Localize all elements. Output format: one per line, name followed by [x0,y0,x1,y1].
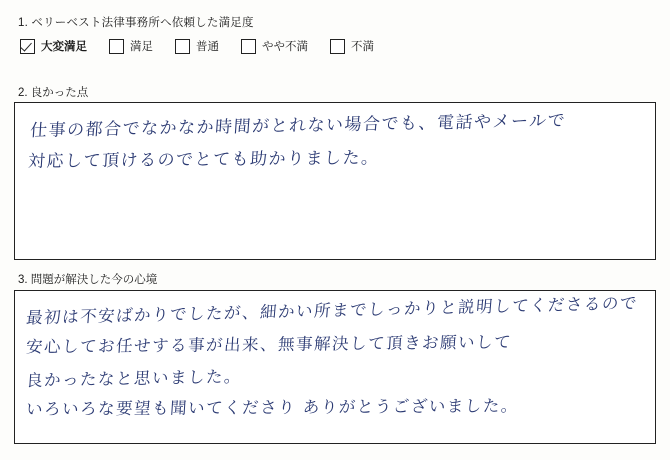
checkbox-icon[interactable] [241,39,256,54]
question-3-title: 3. 問題が解決した今の心境 [18,274,158,286]
checkbox-icon[interactable] [175,39,190,54]
choice-dissatisfied[interactable] [330,38,374,54]
question-1-title: 1. ベリーベスト法律事務所へ依頼した満足度 [18,17,254,29]
handwritten-line: 良かったなと思いました。 [25,366,243,391]
choice-very-satisfied[interactable] [20,38,87,54]
choice-label: 普通 [196,41,219,53]
checkbox-icon[interactable] [330,39,345,54]
handwritten-line: 仕事の都合でなかなか時間がとれない場合でも、電話やメールで [29,110,567,142]
handwritten-line: 安心してお任せする事が出来、無事解決して頂きお願いして [25,332,513,357]
choice-label: やや不満 [262,41,308,53]
satisfaction-choice-group [20,38,374,54]
checkbox-checked-icon[interactable] [20,39,35,54]
choice-satisfied[interactable] [109,38,153,54]
checkbox-icon[interactable] [109,39,124,54]
question-2-title: 2. 良かった点 [18,87,89,99]
handwritten-line: 対応して頂けるのでとても助かりました。 [27,148,381,172]
handwritten-line: いろいろな要望も聞いてくださり ありがとうございました。 [25,396,520,419]
choice-somewhat-dissatisfied[interactable] [241,38,308,54]
choice-label: 満足 [130,41,153,53]
choice-label: 不満 [351,41,374,53]
handwritten-line: 最初は不安ばかりでしたが、細かい所までしっかりと説明してくださるので [25,293,639,328]
choice-label: 大変満足 [41,41,87,53]
choice-neutral[interactable] [175,38,219,54]
